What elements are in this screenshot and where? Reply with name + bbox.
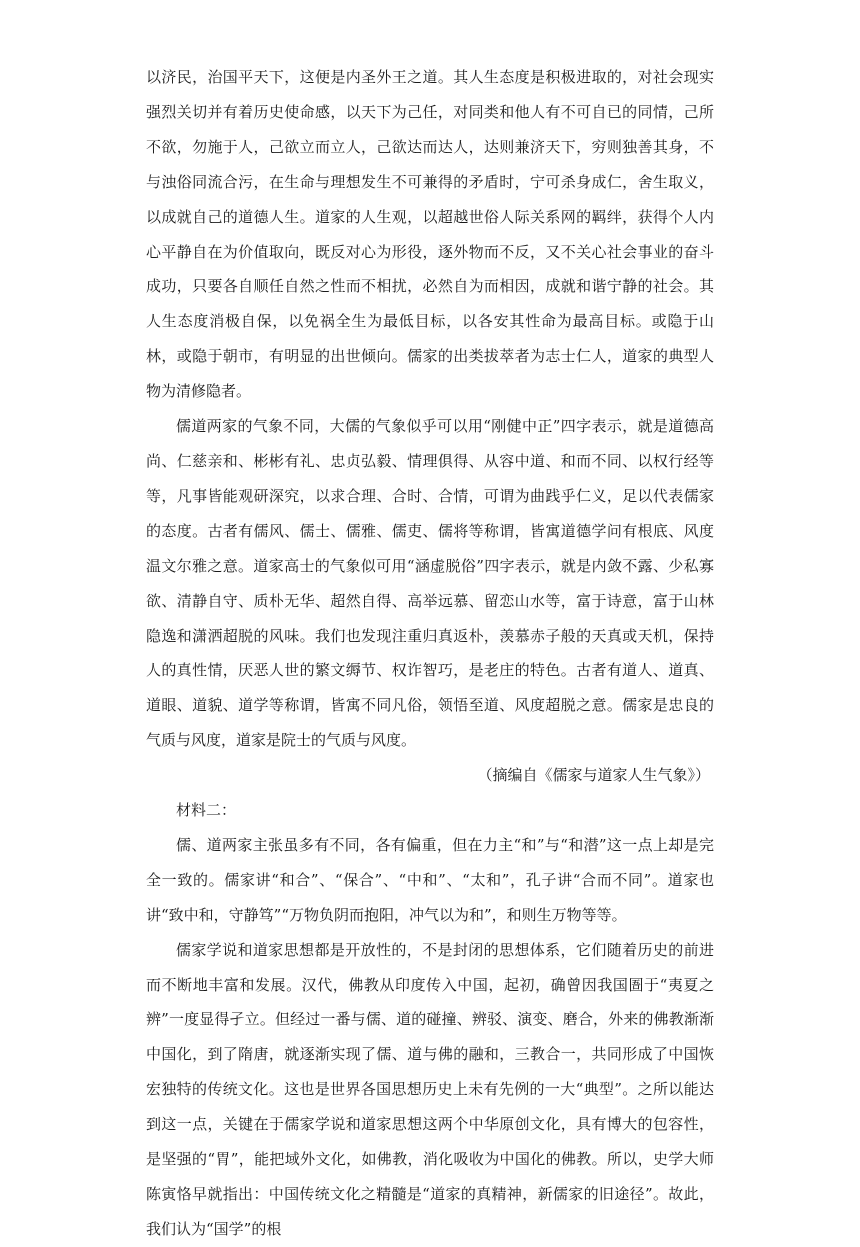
paragraph-confucian-daoist-outlook: 以济民，治国平天下，这便是内圣外王之道。其人生态度是积极进取的，对社会现实强烈关切并有着历史使命感，以天下为己任，对同类和他人有不可自已的同情，己所不欲，勿施于人，己欲立而立人，己欲达而达人，达则兼济天下，穷则独善其身，不与浊俗同流合污，在生命与理想发生不可兼得的矛盾时，宁可杀身成仁，舍生取义，以成就自己的道德人生。道家的人生观，以超越世俗人际关系网的羁绊，获得个人内心平静自在为价值取向，既反对心为形役，逐外物而不反，又不关心社会事业的奋斗成功，只要各自顺任自然之性而不相扰，必然自为而相因，成就和谐宁静的社会。其人生态度消极自保，以免祸全生为最低目标，以各安其性命为最高目标。或隐于山林，或隐于朝市，有明显的出世倾向。儒家的出类拔萃者为志士仁人，道家的典型人物为清修隐者。 — [146, 68, 714, 401]
paragraph-harmony: 儒、道两家主张虽多有不同，各有偏重，但在力主“和”与“和潜”这一点上却是完全一致的。儒家讲“和合”、“保合”、“中和”、“太和”，孔子讲“合而不同”。道家也讲“致中和，守静笃”“万物负阴而抱阳，冲气以为和”，和则生万物等等。 — [146, 835, 714, 924]
paragraph-openness: 儒家学说和道家思想都是开放性的，不是封闭的思想体系，它们随着历史的前进而不断地丰富和发展。汉代，佛教从印度传入中国，起初，确曾因我国圄于“夷夏之辨”一度显得孑立。但经过一番与儒、道的碰撞、辨驳、演变、磨合，外来的佛教渐渐中国化，到了隋唐，就逐渐实现了儒、道与佛的融和，三教合一，共同形成了中国恢宏独特的传统文化。这也是世界各国思想历史上未有先例的一大“典型”。之所以能达到这一点，关键在于儒家学说和道家思想这两个中华原创文化，具有博大的包容性，是坚强的“胃”，能把域外文化，如佛教，消化吸收为中国化的佛教。所以，史学大师陈寅恪早就指出：中国传统文化之精髓是“道家的真精神，新儒家的旧途径”。故此，我们认为“国学”的根 — [146, 940, 714, 1238]
paragraph-temperament: 儒道两家的气象不同，大儒的气象似乎可以用“刚健中正”四字表示，就是道德高尚、仁慈亲和、彬彬有礼、忠贞弘毅、情理俱得、从容中道、和而不同、以权行经等等，凡事皆能观研深究，以求合理、合时、合情，可谓为曲践乎仁义，足以代表儒家的态度。古者有儒风、儒士、儒雅、儒吏、儒将等称谓，皆寓道德学问有根底、风度温文尔雅之意。道家高士的气象似可用“涵虚脱俗”四字表示，就是内敛不露、少私寡欲、清静自守、质朴无华、超然自得、高举远慕、留恋山水等，富于诗意，富于山林隐逸和潇洒超脱的风味。我们也发现注重归真返朴，羡慕赤子般的天真或天机，保持人的真性情，厌恶人世的繁文缛节、权诈智巧，是老庄的特色。古者有道人、道真、道眼、道貌、道学等称谓，皆寓不同凡俗，领悟至道、风度超脱之意。儒家是忠良的气质与风度，道家是院士的气质与风度。 — [146, 417, 714, 750]
article-body — [146, 60, 714, 1247]
source-citation: （摘编自《儒家与道家人生气象》） — [477, 766, 710, 785]
material-two-label: 材料二： — [176, 801, 237, 820]
